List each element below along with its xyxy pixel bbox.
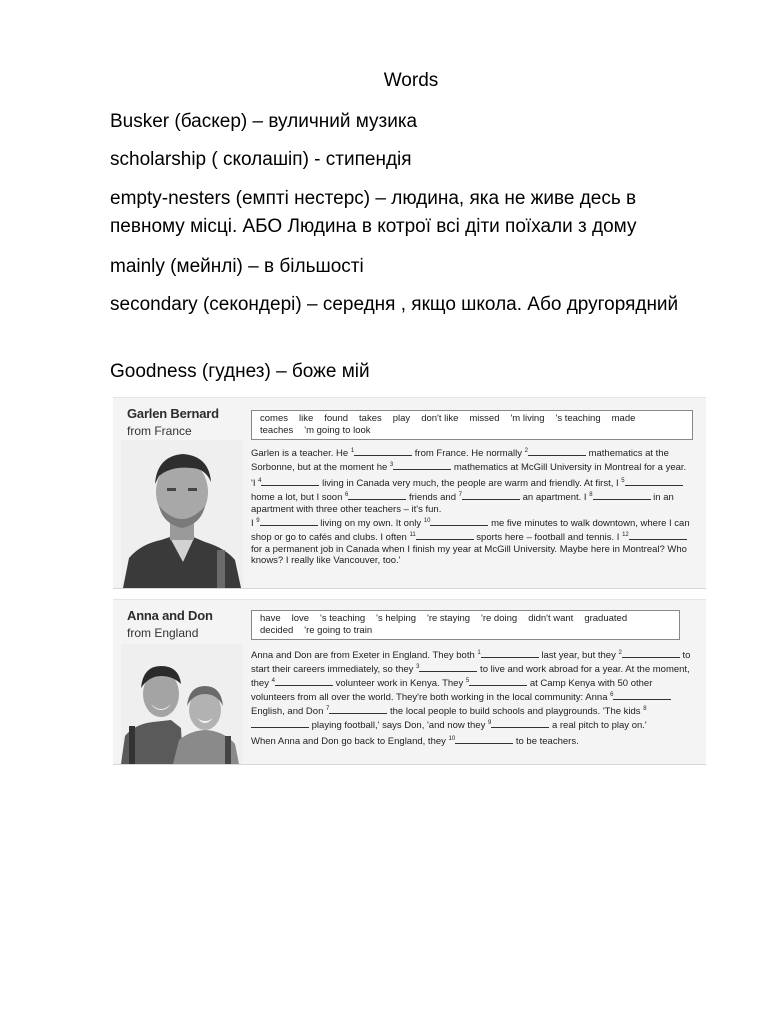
vocab-item-goodness: Goodness (гуднез) – боже мій	[110, 361, 370, 382]
blank-7[interactable]	[462, 491, 520, 500]
exercise-panel-garlen	[113, 397, 706, 589]
blank-8[interactable]	[593, 491, 651, 500]
word-box	[251, 410, 693, 440]
blank-4[interactable]	[261, 477, 319, 486]
blank-3[interactable]	[419, 663, 477, 672]
word-option: 's teaching	[555, 413, 601, 424]
blank-5[interactable]	[469, 677, 527, 686]
panel-name: Anna and Don	[127, 608, 213, 623]
word-option: comes	[260, 413, 288, 424]
vocab-item-scholarship: scholarship ( сколашіп) - стипендія	[110, 149, 412, 170]
word-option: love	[291, 613, 310, 624]
word-option: found	[324, 413, 349, 424]
page-title: Words	[383, 70, 439, 91]
word-option: teaches	[260, 425, 294, 436]
word-option: play	[392, 413, 411, 424]
blank-6[interactable]	[348, 491, 406, 500]
exercise-text: Anna and Don are from Exeter in England. They both $^1$ last year, but they $^2$ to start their careers immediately, so they $^3$ to live and work abroad for a year. At the moment, they $^4$ volunteer work in Kenya. They $^5$ at Camp Kenya with 50 other volunteers from all over the world. They're both working in the local community: Anna $^6$ English, and Don $^7$ the local people to build schools and playgrounds. 'The kids $^8$ playing football,' says Don, 'and now they $^9$ a real pitch to play on.' When Anna and Don go back to England, they $^{10}$ to be teachers.	[251, 650, 691, 747]
blank-8[interactable]	[251, 719, 309, 728]
word-option: 's helping	[376, 613, 417, 624]
blank-6[interactable]	[613, 691, 671, 700]
blank-11[interactable]	[416, 531, 474, 540]
blank-10[interactable]	[430, 517, 488, 526]
vocab-item-busker: Busker (баскер) – вуличний музика	[110, 111, 418, 132]
word-option: like	[298, 413, 314, 424]
blank-2[interactable]	[622, 649, 680, 658]
word-option: 're staying	[427, 613, 471, 624]
word-option: didn't want	[528, 613, 574, 624]
exercise-panel-anna-don	[113, 599, 706, 765]
blank-2[interactable]	[528, 447, 586, 456]
blank-1[interactable]	[481, 649, 539, 658]
word-option: takes	[359, 413, 382, 424]
blank-9[interactable]	[491, 719, 549, 728]
exercise-text: Garlen is a teacher. He $^1$ from France. He normally $^2$ mathematics at the Sorbonne, but at the moment he $^3$ mathematics at McGill University in Montreal for a year. 'I $^4$ living in Canada very much, the people are warm and friendly. At first, I $^5$ home a lot, but I soon $^6$ friends and $^7$ an apartment. I $^8$ in an apartment with three other teachers – it's fun. I $^9$ living on my own. It only $^{10}$ me five minutes to walk downtown, where I can shop or go to cafés and clubs. I often $^{11}$ sports here – football and tennis. I $^{12}$ for a permanent job in Canada when I finish my year at McGill University. Maybe here in Montreal? Who knows? I really like Vancouver, too.'	[251, 448, 690, 567]
blank-3[interactable]	[393, 461, 451, 470]
vocab-item-secondary: secondary (секондері) – середня , якщо школа. Або другорядний	[110, 294, 679, 315]
vocab-item-empty-nesters: empty-nesters (емпті нестерс) – людина, яка не живе десь в певному місці. АБО Людина в котрої всі діти поїхали з дому	[110, 188, 637, 237]
word-option: have	[260, 613, 281, 624]
panel-origin: from England	[127, 626, 199, 640]
panel-name: Garlen Bernard	[127, 406, 219, 421]
blank-1[interactable]	[354, 447, 412, 456]
blank-10[interactable]	[455, 735, 513, 744]
word-option: decided	[260, 625, 294, 636]
blank-4[interactable]	[275, 677, 333, 686]
word-option: graduated	[584, 613, 628, 624]
blank-7[interactable]	[329, 705, 387, 714]
word-option: 're going to train	[304, 625, 373, 636]
word-box	[251, 610, 680, 640]
word-option: 'm going to look	[304, 425, 371, 436]
word-option: made	[611, 413, 636, 424]
word-option: don't like	[421, 413, 459, 424]
blank-5[interactable]	[625, 477, 683, 486]
garlen-photo	[121, 440, 243, 588]
vocab-item-mainly: mainly (мейнлі) – в більшості	[110, 256, 364, 277]
blank-9[interactable]	[260, 517, 318, 526]
word-option: 'm living	[510, 413, 545, 424]
anna-don-photo	[121, 644, 243, 764]
panel-origin: from France	[127, 424, 192, 438]
word-option: 's teaching	[320, 613, 366, 624]
word-option: 're doing	[481, 613, 518, 624]
blank-12[interactable]	[629, 531, 687, 540]
word-option: missed	[469, 413, 500, 424]
